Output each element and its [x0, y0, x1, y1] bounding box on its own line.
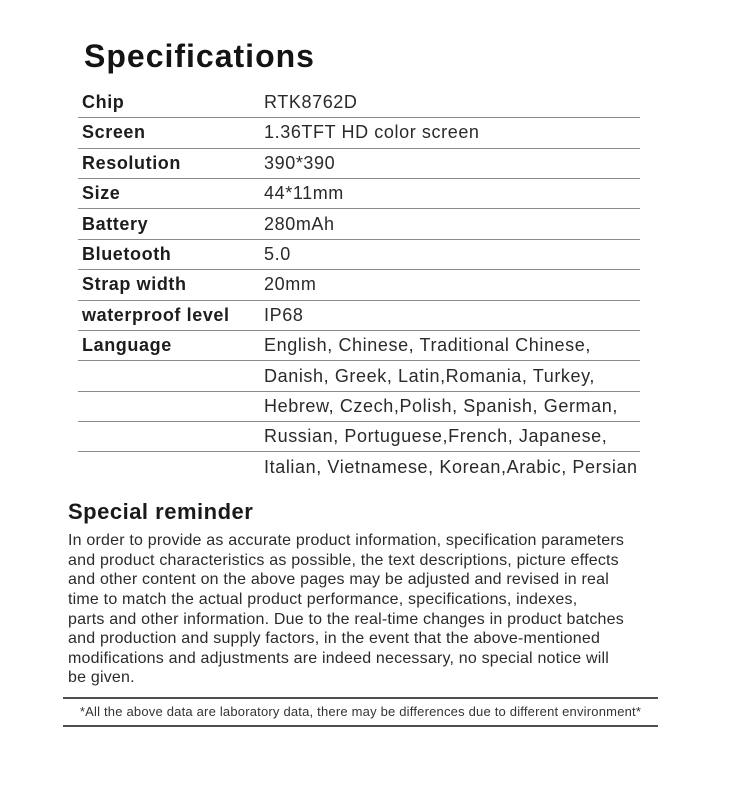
spec-label: Language: [82, 335, 172, 356]
spec-row-language-cont: [78, 392, 640, 422]
spec-row-battery: [78, 209, 640, 239]
reminder-line: and other content on the above pages may be adjusted and revised in real: [68, 571, 609, 589]
spec-value: 390*390: [264, 152, 336, 173]
special-reminder-title: Special reminder: [68, 498, 254, 524]
spec-value: 1.36TFT HD color screen: [264, 122, 480, 143]
page-title: Specifications: [84, 38, 315, 74]
spec-value: Russian, Portuguese,French, Japanese,: [264, 426, 608, 447]
spec-label: waterproof level: [82, 304, 230, 325]
spec-row-chip: [78, 88, 640, 118]
spec-row-resolution: [78, 149, 640, 179]
spec-value: Italian, Vietnamese, Korean,Arabic, Persian: [264, 457, 638, 478]
spec-label: Size: [82, 183, 121, 204]
spec-label: Screen: [82, 122, 146, 143]
reminder-line: modifications and adjustments are indeed necessary, no special notice will: [68, 649, 610, 667]
reminder-line: In order to provide as accurate product information, specification parameters: [68, 532, 625, 550]
reminder-line: and product characteristics as possible, the text descriptions, picture effects: [68, 551, 619, 569]
footer-note: [63, 697, 658, 727]
spec-value: 44*11mm: [264, 183, 344, 204]
spec-label: Strap width: [82, 274, 187, 295]
spec-row-language-cont: [78, 361, 640, 391]
spec-row-language-cont: [78, 422, 640, 452]
spec-label: Bluetooth: [82, 243, 172, 264]
spec-value: IP68: [264, 304, 304, 325]
spec-sheet-page: [0, 38, 750, 788]
spec-label: Battery: [82, 213, 149, 234]
reminder-line: and production and supply factors, in the event that the above-mentioned: [68, 630, 601, 648]
spec-table: [78, 88, 640, 483]
reminder-line: time to match the actual product performance, specifications, indexes,: [68, 590, 578, 608]
spec-row-language-cont: [78, 452, 640, 482]
spec-value: 280mAh: [264, 213, 335, 234]
spec-row-language: [78, 331, 640, 361]
spec-label: Chip: [82, 91, 125, 112]
spec-row-size: [78, 179, 640, 209]
footer-note-text: *All the above data are laboratory data, there may be differences due to different environment*: [79, 703, 642, 719]
spec-value: 5.0: [264, 243, 291, 264]
spec-value: Danish, Greek, Latin,Romania, Turkey,: [264, 365, 596, 386]
special-reminder-text: [68, 531, 708, 688]
spec-value: Hebrew, Czech,Polish, Spanish, German,: [264, 395, 618, 416]
spec-row-strap-width: [78, 270, 640, 300]
spec-row-screen: [78, 118, 640, 148]
reminder-line: be given.: [68, 669, 135, 687]
reminder-line: parts and other information. Due to the real-time changes in product batches: [68, 610, 624, 628]
spec-row-waterproof-level: [78, 301, 640, 331]
spec-row-bluetooth: [78, 240, 640, 270]
spec-value: 20mm: [264, 274, 317, 295]
spec-label: Resolution: [82, 152, 181, 173]
spec-value: English, Chinese, Traditional Chinese,: [264, 335, 591, 356]
spec-value: RTK8762D: [264, 91, 358, 112]
